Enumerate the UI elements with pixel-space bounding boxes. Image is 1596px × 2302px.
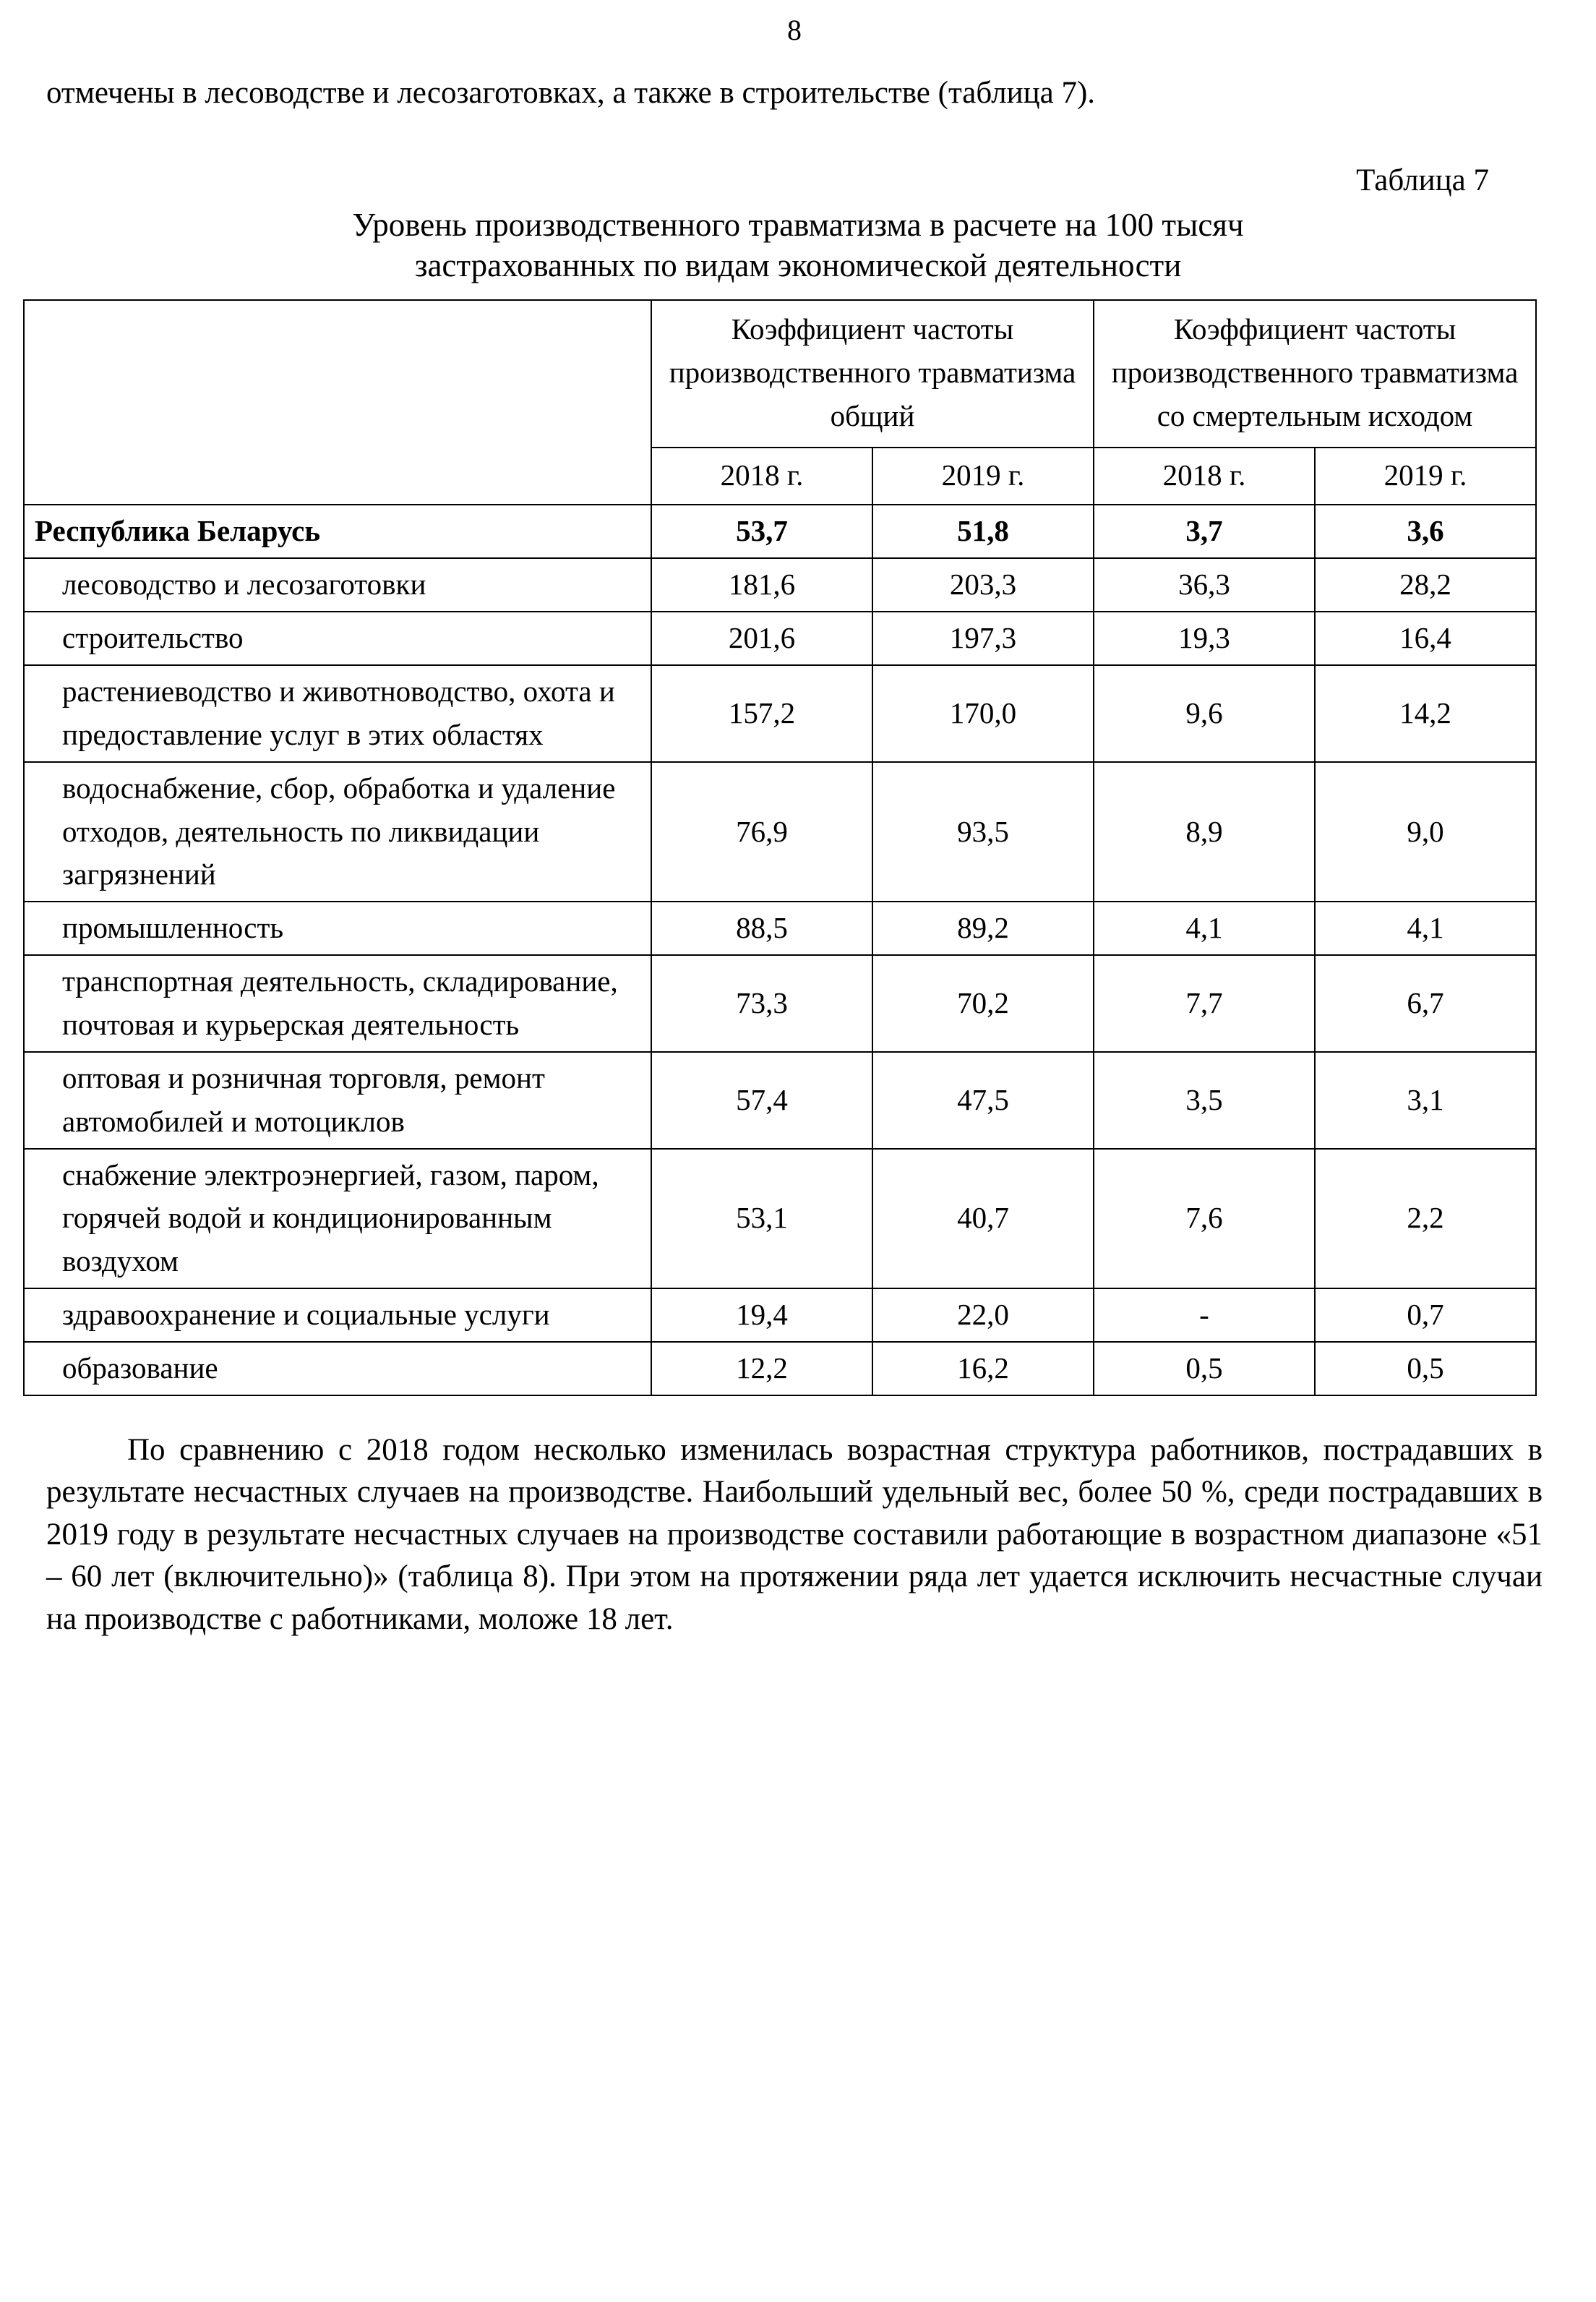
row-value-fatal-2019: 9,0 — [1315, 762, 1536, 902]
row-value-fatal-2018: 7,6 — [1094, 1149, 1315, 1289]
row-value-total-2018: 57,4 — [651, 1052, 872, 1149]
row-label: транспортная деятельность, складирование, почтовая и курьерская деятельность — [24, 955, 651, 1052]
closing-paragraph — [46, 1429, 1550, 1640]
row-value-fatal-2018: 3,7 — [1094, 505, 1315, 558]
table-row — [24, 505, 1536, 558]
table-title-line-1: Уровень производственного травматизма в расчете на 100 тысяч — [352, 207, 1244, 244]
table-label: Таблица 7 — [1356, 163, 1489, 198]
row-value-total-2018: 73,3 — [651, 955, 872, 1052]
row-value-total-2018: 53,7 — [651, 505, 872, 558]
table-row — [24, 1149, 1536, 1289]
row-value-total-2019: 93,5 — [872, 762, 1094, 902]
row-value-fatal-2018: 0,5 — [1094, 1342, 1315, 1395]
row-value-fatal-2019: 3,1 — [1315, 1052, 1536, 1149]
row-value-total-2019: 47,5 — [872, 1052, 1094, 1149]
row-value-fatal-2018: 19,3 — [1094, 612, 1315, 665]
table-title — [46, 205, 1550, 286]
table-row — [24, 1052, 1536, 1149]
row-value-total-2018: 76,9 — [651, 762, 872, 902]
header-year-total-2018: 2018 г. — [651, 448, 872, 505]
row-label: лесоводство и лесозаготовки — [24, 558, 651, 612]
row-value-fatal-2019: 28,2 — [1315, 558, 1536, 612]
row-value-fatal-2018: - — [1094, 1288, 1315, 1342]
row-value-total-2018: 53,1 — [651, 1149, 872, 1289]
row-label: оптовая и розничная торговля, ремонт автомобилей и мотоциклов — [24, 1052, 651, 1149]
row-value-fatal-2018: 7,7 — [1094, 955, 1315, 1052]
row-label: снабжение электроэнергией, газом, паром, горячей водой и кондиционированным воздухом — [24, 1149, 651, 1289]
table-row — [24, 665, 1536, 762]
row-value-total-2019: 197,3 — [872, 612, 1094, 665]
table-body — [24, 505, 1536, 1395]
row-value-total-2019: 89,2 — [872, 902, 1094, 955]
row-value-fatal-2019: 4,1 — [1315, 902, 1536, 955]
header-corner-cell — [24, 300, 651, 505]
row-value-total-2018: 181,6 — [651, 558, 872, 612]
row-label: образование — [24, 1342, 651, 1395]
row-value-fatal-2018: 4,1 — [1094, 902, 1315, 955]
table-head — [24, 300, 1536, 505]
row-value-total-2019: 40,7 — [872, 1149, 1094, 1289]
row-value-fatal-2018: 36,3 — [1094, 558, 1315, 612]
row-label: Республика Беларусь — [24, 505, 651, 558]
table-row — [24, 1342, 1536, 1395]
row-value-fatal-2018: 3,5 — [1094, 1052, 1315, 1149]
intro-paragraph: отмечены в лесоводстве и лесозаготовках, а также в строительстве (таблица 7). — [46, 76, 1096, 110]
row-value-total-2019: 203,3 — [872, 558, 1094, 612]
row-value-fatal-2019: 2,2 — [1315, 1149, 1536, 1289]
row-value-total-2019: 22,0 — [872, 1288, 1094, 1342]
row-value-fatal-2019: 6,7 — [1315, 955, 1536, 1052]
row-value-fatal-2019: 16,4 — [1315, 612, 1536, 665]
header-group-total: Коэффициент частоты производственного травматизма общий — [651, 300, 1094, 448]
row-value-fatal-2018: 8,9 — [1094, 762, 1315, 902]
header-year-fatal-2019: 2019 г. — [1315, 448, 1536, 505]
injury-rate-table — [23, 299, 1537, 1396]
row-label: здравоохранение и социальные услуги — [24, 1288, 651, 1342]
row-value-fatal-2019: 0,7 — [1315, 1288, 1536, 1342]
header-group-fatal: Коэффициент частоты производственного травматизма со смертельным исходом — [1094, 300, 1536, 448]
row-value-total-2018: 12,2 — [651, 1342, 872, 1395]
row-value-fatal-2019: 3,6 — [1315, 505, 1536, 558]
table-row — [24, 1288, 1536, 1342]
table-row — [24, 612, 1536, 665]
row-label: растениеводство и животноводство, охота и предоставление услуг в этих областях — [24, 665, 651, 762]
row-label: промышленность — [24, 902, 651, 955]
page-number: 8 — [787, 14, 802, 46]
table-title-line-2: застрахованных по видам экономической деятельности — [414, 247, 1182, 284]
table-row — [24, 955, 1536, 1052]
table-header-row-groups — [24, 300, 1536, 448]
row-value-total-2018: 157,2 — [651, 665, 872, 762]
row-value-total-2019: 170,0 — [872, 665, 1094, 762]
row-label: водоснабжение, сбор, обработка и удаление отходов, деятельность по ликвидации загрязнений — [24, 762, 651, 902]
closing-paragraph-text: По сравнению с 2018 годом несколько изменилась возрастная структура работников, пострадавших в результате несчастных случаев на производстве. Наибольший удельный вес, более 50 %, среди пострадавших в 2019 году в результате несчастных случаев на производстве составили работающие в возрастном диапазоне «51 – 60 лет (включительно)» (таблица 8). При этом на протяжении ряда лет удается исключить несчастные случаи на производстве с работниками, моложе 18 лет. — [46, 1432, 1543, 1636]
header-year-total-2019: 2019 г. — [872, 448, 1094, 505]
table-row — [24, 902, 1536, 955]
header-year-fatal-2018: 2018 г. — [1094, 448, 1315, 505]
row-value-total-2018: 201,6 — [651, 612, 872, 665]
row-value-total-2019: 70,2 — [872, 955, 1094, 1052]
row-value-total-2018: 19,4 — [651, 1288, 872, 1342]
row-value-total-2018: 88,5 — [651, 902, 872, 955]
row-value-fatal-2019: 14,2 — [1315, 665, 1536, 762]
table-row — [24, 558, 1536, 612]
row-value-fatal-2019: 0,5 — [1315, 1342, 1536, 1395]
row-value-total-2019: 16,2 — [872, 1342, 1094, 1395]
row-value-fatal-2018: 9,6 — [1094, 665, 1315, 762]
table-row — [24, 762, 1536, 902]
row-label: строительство — [24, 612, 651, 665]
row-value-total-2019: 51,8 — [872, 505, 1094, 558]
